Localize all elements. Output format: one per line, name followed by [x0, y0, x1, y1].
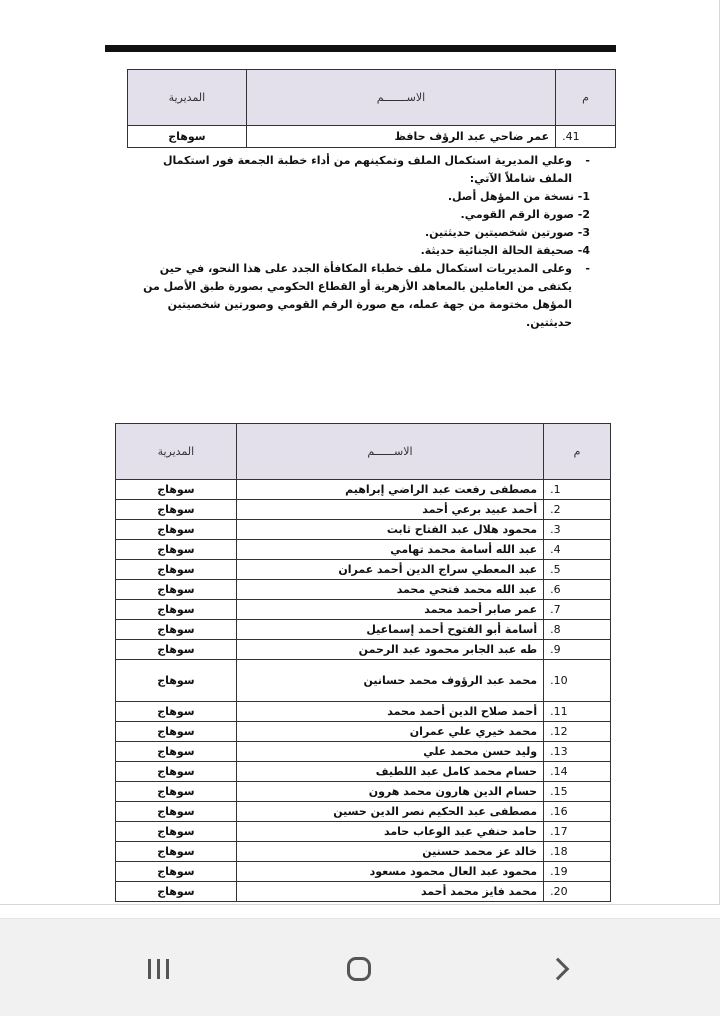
top-rule	[105, 45, 616, 52]
row-dir: سوهاج	[116, 882, 237, 902]
row-dir: سوهاج	[116, 580, 237, 600]
row-num: .8	[544, 620, 611, 640]
table-row	[116, 500, 611, 520]
row-num: .14	[544, 762, 611, 782]
row-dir: سوهاج	[116, 822, 237, 842]
row-name: عمر صابر أحمد محمد	[236, 600, 543, 620]
table-row	[116, 520, 611, 540]
row-name: أحمد عبيد برعي أحمد	[236, 500, 543, 520]
row-num: .13	[544, 742, 611, 762]
row-name: عبد الله أسامة محمد تهامي	[236, 540, 543, 560]
row-name: عبد المعطي سراج الدين أحمد عمران	[236, 560, 543, 580]
table-row	[116, 742, 611, 762]
row-num: .19	[544, 862, 611, 882]
col-num-header: م	[544, 424, 611, 480]
note-text: وعلي المديرية استكمال الملف وتمكينهم من أداء خطبة الجمعة فور استكمال الملف شاملاً الآتي:	[162, 154, 572, 185]
row-name: محمد خيري علي عمران	[236, 722, 543, 742]
row-num: .17	[544, 822, 611, 842]
row-dir: سوهاج	[116, 722, 237, 742]
table-row	[116, 882, 611, 902]
table-row	[116, 782, 611, 802]
row-dir: سوهاج	[116, 540, 237, 560]
row-name: أحمد صلاح الدين أحمد محمد	[236, 702, 543, 722]
row-num: .10	[544, 660, 611, 702]
row-num: .11	[544, 702, 611, 722]
row-dir: سوهاج	[116, 520, 237, 540]
row-dir: سوهاج	[116, 862, 237, 882]
row-name: حامد حنفي عبد الوعاب حامد	[236, 822, 543, 842]
row-num: .5	[544, 560, 611, 580]
row-num: .9	[544, 640, 611, 660]
row-name: خالد عز محمد حسنين	[236, 842, 543, 862]
note-bullet-2	[138, 260, 590, 332]
table-row	[128, 126, 616, 148]
note-item: 3- صورتين شخصيتين حديثتين.	[424, 226, 590, 239]
row-name: مصطفى عبد الحكيم نصر الدين حسين	[236, 802, 543, 822]
row-name: مصطفى رفعت عبد الراضي إبراهيم	[236, 480, 543, 500]
row-dir: سوهاج	[128, 126, 247, 148]
row-name: أسامة أبو الفتوح أحمد إسماعيل	[236, 620, 543, 640]
row-num: .3	[544, 520, 611, 540]
row-name: محمود عبد العال محمود مسعود	[236, 862, 543, 882]
table-row	[116, 802, 611, 822]
note-item: 2- صورة الرقم القومي.	[460, 208, 590, 221]
row-dir: سوهاج	[116, 702, 237, 722]
bullet-dash: -	[585, 154, 590, 167]
table-row	[116, 620, 611, 640]
row-name: عمر ضاحي عبد الرؤف حافظ	[246, 126, 555, 148]
table-row	[116, 560, 611, 580]
table-row	[116, 762, 611, 782]
row-num: .6	[544, 580, 611, 600]
col-dir-header: المديرية	[116, 424, 237, 480]
row-dir: سوهاج	[116, 480, 237, 500]
row-name: محمود هلال عبد الفتاح ثابت	[236, 520, 543, 540]
row-name: طه عبد الجابر محمود عبد الرحمن	[236, 640, 543, 660]
table-row	[116, 660, 611, 702]
recent-apps-icon[interactable]	[133, 949, 183, 989]
table-row	[116, 580, 611, 600]
home-icon[interactable]	[334, 949, 384, 989]
table-row	[116, 600, 611, 620]
row-name: حسام الدين هارون محمد هرون	[236, 782, 543, 802]
col-name-header: الاســــــم	[236, 424, 543, 480]
row-name: محمد فايز محمد أحمد	[236, 882, 543, 902]
row-num: .20	[544, 882, 611, 902]
note-item: 1- نسخة من المؤهل أصل.	[447, 190, 590, 203]
col-num-header: م	[556, 70, 616, 126]
table-row	[116, 822, 611, 842]
table-row	[116, 722, 611, 742]
table-row	[116, 862, 611, 882]
back-chevron-icon[interactable]	[536, 949, 586, 989]
table-row	[116, 540, 611, 560]
row-dir: سوهاج	[116, 762, 237, 782]
row-name: حسام محمد كامل عبد اللطيف	[236, 762, 543, 782]
table-row	[116, 842, 611, 862]
col-name-header: الاســـــــم	[246, 70, 555, 126]
row-num: .4	[544, 540, 611, 560]
row-dir: سوهاج	[116, 600, 237, 620]
row-dir: سوهاج	[116, 640, 237, 660]
row-num: .2	[544, 500, 611, 520]
note-item: 4- صحيفة الحالة الجنائية حديثة.	[420, 244, 590, 257]
bullet-dash: -	[585, 262, 590, 275]
row-name: عبد الله محمد فتحي محمد	[236, 580, 543, 600]
notes-section	[138, 152, 590, 332]
header-table	[127, 69, 616, 148]
row-dir: سوهاج	[116, 802, 237, 822]
row-num: .12	[544, 722, 611, 742]
note-bullet-1	[138, 152, 590, 188]
row-dir: سوهاج	[116, 560, 237, 580]
row-dir: سوهاج	[116, 782, 237, 802]
row-dir: سوهاج	[116, 500, 237, 520]
row-num: .41	[556, 126, 616, 148]
row-num: .16	[544, 802, 611, 822]
row-dir: سوهاج	[116, 842, 237, 862]
row-num: .1	[544, 480, 611, 500]
note-text: وعلى المديريات استكمال ملف خطباء المكافأة الجدد على هذا النحو، في حين يكتفى من العاملين بالمعاهد الأزهرية أو القطاع الحكومي بصورة طبق الأصل من المؤهل مختومة من جهة عمله، مع صورة الرقم القومي وصورتين شخصيتين حديثتين.	[143, 262, 572, 329]
row-dir: سوهاج	[116, 660, 237, 702]
row-dir: سوهاج	[116, 742, 237, 762]
row-num: .18	[544, 842, 611, 862]
col-dir-header: المديرية	[128, 70, 247, 126]
table-row	[116, 640, 611, 660]
row-num: .7	[544, 600, 611, 620]
table-row	[116, 702, 611, 722]
system-nav-bar	[0, 918, 720, 1016]
row-name: وليد حسن محمد علي	[236, 742, 543, 762]
row-name: محمد عبد الرؤوف محمد حسانين	[236, 660, 543, 702]
row-num: .15	[544, 782, 611, 802]
row-dir: سوهاج	[116, 620, 237, 640]
table-row	[116, 480, 611, 500]
names-table	[115, 423, 611, 902]
